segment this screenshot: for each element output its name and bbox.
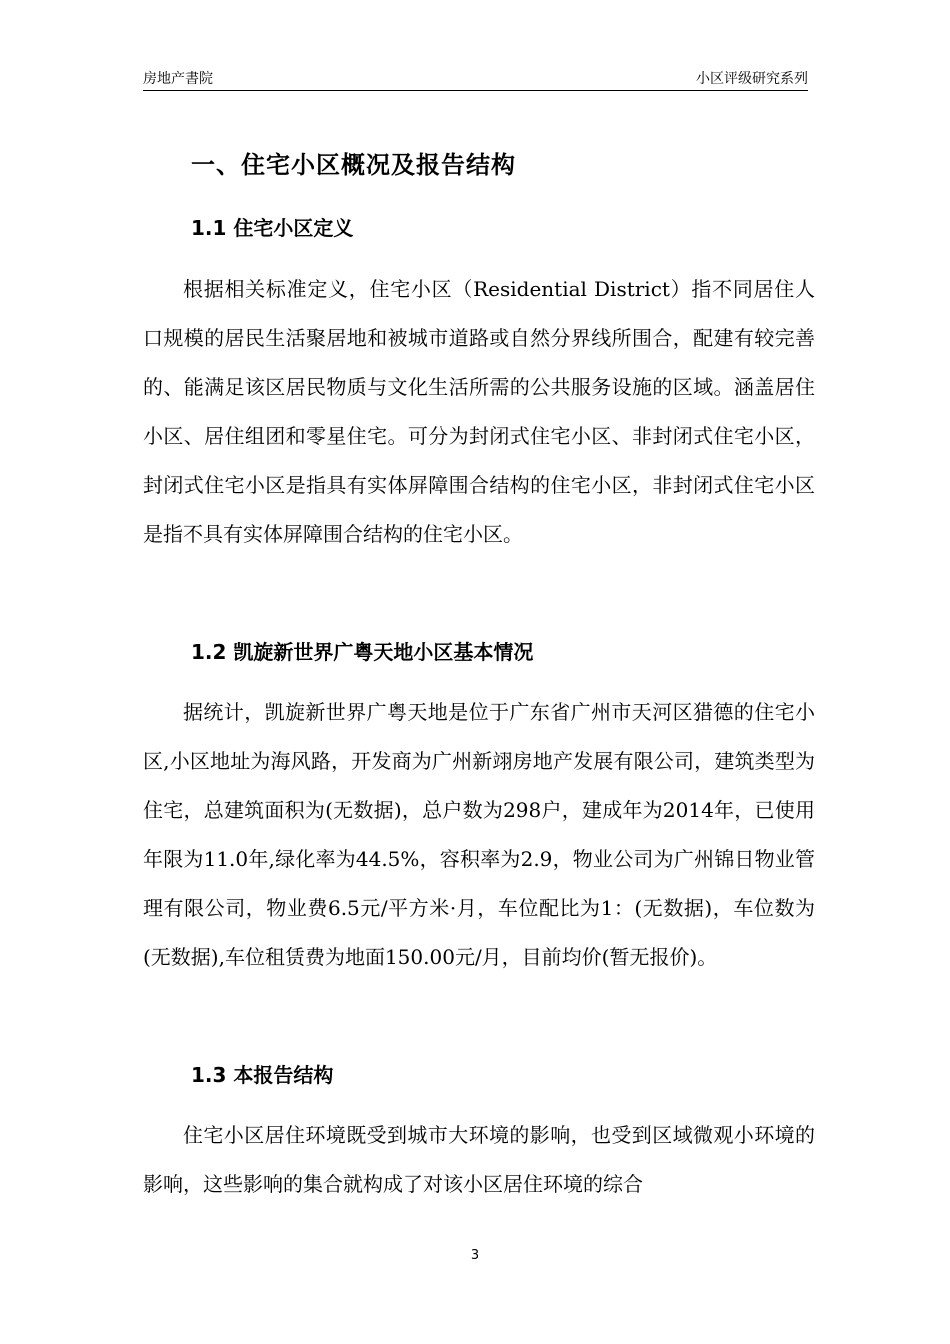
section-heading-1-3: 1.3 本报告结构 <box>191 1063 334 1087</box>
section-paragraph-1-1: 根据相关标准定义，住宅小区（Residential District）指不同居住人口规模的居民生活聚居地和被城市道路或自然分界线所围合，配建有较完善的、能满足该区居民物质与文化生活所需的公共服务设施的区域。涵盖居住小区、居住组团和零星住宅。可分为封闭式住宅小区、非封闭式住宅小区，封闭式住宅小区是指具有实体屏障围合结构的住宅小区，非封闭式住宅小区是指不具有实体屏障围合结构的住宅小区。 <box>143 277 815 546</box>
header-series-title: 小区评级研究系列 <box>696 71 808 87</box>
section-paragraph-1-3: 住宅小区居住环境既受到城市大环境的影响，也受到区域微观小环境的影响，这些影响的集合就构成了对该小区居住环境的综合 <box>143 1123 815 1196</box>
chapter-heading: 一、住宅小区概况及报告结构 <box>191 151 516 179</box>
section-heading-1-2: 1.2 凯旋新世界广粤天地小区基本情况 <box>191 640 534 664</box>
section-paragraph-1-2: 据统计，凯旋新世界广粤天地是位于广东省广州市天河区猎德的住宅小区,小区地址为海风路，开发商为广州新翊房地产发展有限公司，建筑类型为住宅，总建筑面积为(无数据)，总户数为298户，建成年为2014年，已使用年限为11.0年,绿化率为44.5%，容积率为2.9，物业公司为广州锦日物业管理有限公司，物业费6.5元/平方米·月，车位配比为1：(无数据)，车位数为(无数据),车位租赁费为地面150.00元/月，目前均价(暂无报价)。 <box>143 700 815 969</box>
header-publisher: 房地产書院 <box>143 71 213 87</box>
page-header <box>143 64 808 91</box>
section-heading-1-1: 1.1 住宅小区定义 <box>191 216 354 240</box>
page-number: 3 <box>470 1248 480 1263</box>
